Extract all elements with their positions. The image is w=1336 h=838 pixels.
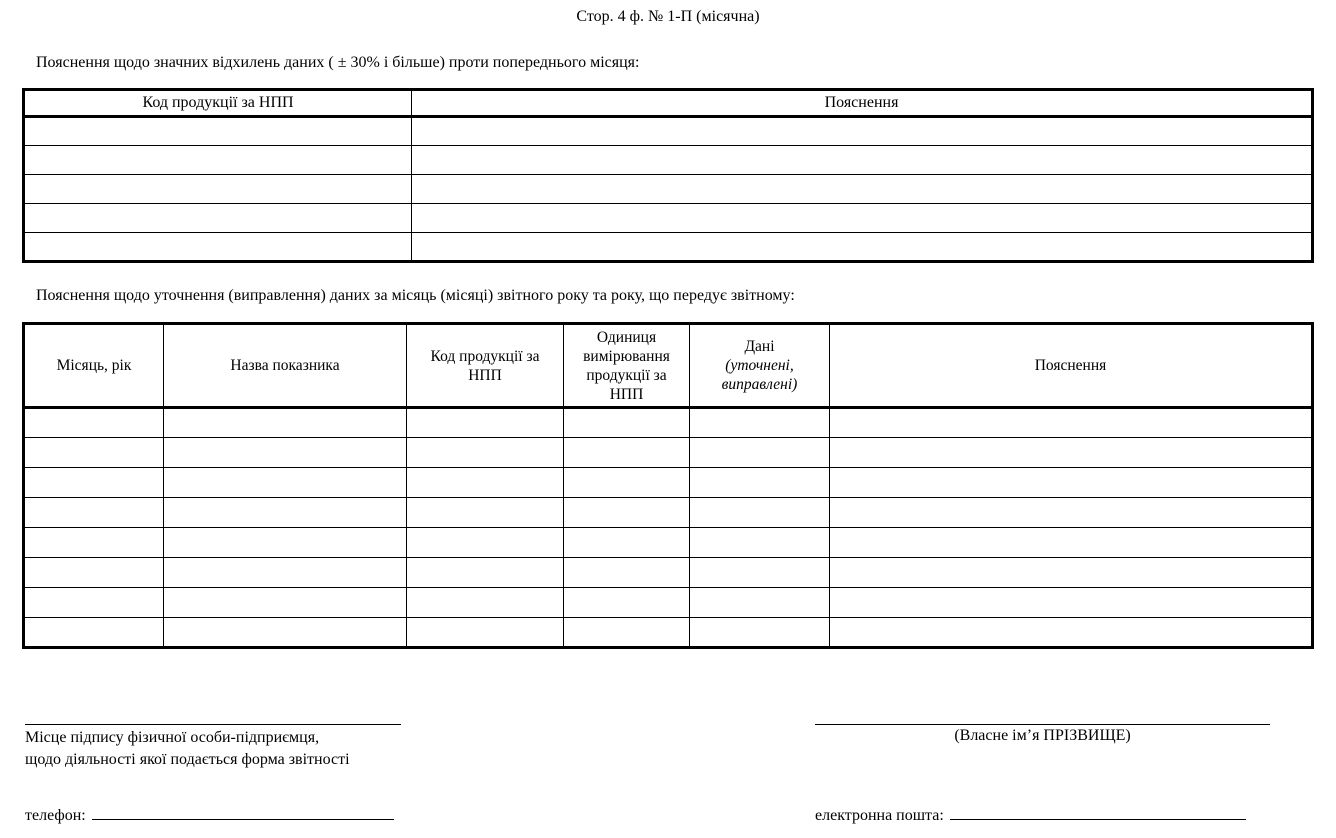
signature-line bbox=[25, 724, 401, 725]
empty-cell bbox=[407, 408, 564, 438]
signature-caption bbox=[25, 727, 350, 771]
empty-cell bbox=[564, 438, 690, 468]
email-line bbox=[950, 803, 1246, 820]
empty-cell bbox=[164, 408, 407, 438]
empty-cell bbox=[690, 408, 830, 438]
empty-cell bbox=[407, 438, 564, 468]
empty-cell bbox=[830, 588, 1313, 618]
deviations-col-explanation-header: Пояснення bbox=[412, 90, 1313, 117]
corrections-header-row bbox=[24, 324, 1313, 408]
empty-cell bbox=[830, 558, 1313, 588]
corrections-col-indicator-name-header: Назва показника bbox=[164, 324, 407, 408]
empty-cell bbox=[24, 468, 164, 498]
empty-cell bbox=[164, 558, 407, 588]
empty-cell bbox=[24, 498, 164, 528]
empty-row bbox=[24, 498, 1313, 528]
corrections-col-data-header bbox=[690, 324, 830, 408]
empty-cell bbox=[690, 588, 830, 618]
empty-cell bbox=[24, 117, 412, 146]
empty-cell bbox=[407, 618, 564, 648]
empty-cell bbox=[690, 498, 830, 528]
empty-cell bbox=[690, 528, 830, 558]
empty-cell bbox=[690, 618, 830, 648]
signature-caption-line1: Місце підпису фізичної особи-підприємця, bbox=[25, 729, 320, 746]
empty-cell bbox=[412, 146, 1313, 175]
corrections-table bbox=[22, 322, 1314, 649]
empty-cell bbox=[412, 204, 1313, 233]
empty-cell bbox=[830, 498, 1313, 528]
empty-row bbox=[24, 175, 1313, 204]
empty-cell bbox=[164, 468, 407, 498]
empty-row bbox=[24, 588, 1313, 618]
empty-row bbox=[24, 558, 1313, 588]
email-row bbox=[815, 803, 1246, 825]
empty-row bbox=[24, 117, 1313, 146]
empty-cell bbox=[164, 498, 407, 528]
empty-cell bbox=[24, 146, 412, 175]
empty-cell bbox=[24, 528, 164, 558]
empty-cell bbox=[24, 204, 412, 233]
empty-row bbox=[24, 146, 1313, 175]
name-line bbox=[815, 724, 1270, 725]
page-title: Стор. 4 ф. № 1-П (місячна) bbox=[576, 8, 760, 25]
empty-cell bbox=[830, 408, 1313, 438]
empty-cell bbox=[564, 408, 690, 438]
empty-cell bbox=[24, 438, 164, 468]
empty-cell bbox=[24, 618, 164, 648]
empty-row bbox=[24, 408, 1313, 438]
empty-cell bbox=[407, 588, 564, 618]
deviations-header-row bbox=[24, 90, 1313, 117]
empty-cell bbox=[24, 558, 164, 588]
corrections-section-label: Пояснення щодо уточнення (виправлення) даних за місяць (місяці) звітного року та року, що передує звітному: bbox=[36, 287, 795, 304]
empty-cell bbox=[564, 618, 690, 648]
empty-cell bbox=[24, 408, 164, 438]
empty-cell bbox=[407, 468, 564, 498]
empty-cell bbox=[164, 618, 407, 648]
corrections-table-header bbox=[24, 324, 1313, 408]
empty-cell bbox=[564, 528, 690, 558]
deviations-table bbox=[22, 88, 1314, 263]
empty-cell bbox=[407, 528, 564, 558]
empty-row bbox=[24, 233, 1313, 262]
empty-cell bbox=[164, 438, 407, 468]
empty-cell bbox=[164, 528, 407, 558]
empty-cell bbox=[412, 175, 1313, 204]
empty-row bbox=[24, 468, 1313, 498]
corrections-col-data-note: (уточнені, виправлені) bbox=[721, 357, 798, 393]
corrections-col-data-title: Дані bbox=[744, 338, 775, 355]
phone-label: телефон: bbox=[25, 807, 86, 824]
empty-cell bbox=[407, 498, 564, 528]
empty-cell bbox=[24, 588, 164, 618]
empty-cell bbox=[830, 618, 1313, 648]
empty-row bbox=[24, 618, 1313, 648]
empty-row bbox=[24, 438, 1313, 468]
deviations-table-body bbox=[24, 117, 1313, 262]
name-caption: (Власне ім’я ПРІЗВИЩЕ) bbox=[954, 727, 1131, 744]
deviations-table-header bbox=[24, 90, 1313, 117]
empty-cell bbox=[412, 233, 1313, 262]
email-label: електронна пошта: bbox=[815, 807, 944, 824]
empty-row bbox=[24, 204, 1313, 233]
corrections-col-unit-header: Одиниця вимірювання продукції за НПП bbox=[564, 324, 690, 408]
empty-cell bbox=[24, 233, 412, 262]
empty-cell bbox=[412, 117, 1313, 146]
empty-cell bbox=[164, 588, 407, 618]
empty-cell bbox=[564, 498, 690, 528]
deviations-col-product-code-header: Код продукції за НПП bbox=[24, 90, 412, 117]
corrections-table-body bbox=[24, 408, 1313, 648]
deviations-section-label: Пояснення щодо значних відхилень даних ( ± 30% і більше) проти попереднього місяця: bbox=[36, 54, 640, 71]
empty-cell bbox=[407, 558, 564, 588]
empty-cell bbox=[564, 588, 690, 618]
empty-cell bbox=[690, 438, 830, 468]
phone-line bbox=[92, 803, 394, 820]
signature-caption-line2: щодо діяльності якої подається форма звітності bbox=[25, 751, 350, 768]
empty-cell bbox=[690, 558, 830, 588]
empty-cell bbox=[690, 468, 830, 498]
empty-cell bbox=[564, 468, 690, 498]
corrections-col-month-year-header: Місяць, рік bbox=[24, 324, 164, 408]
corrections-col-product-code-header: Код продукції за НПП bbox=[407, 324, 564, 408]
empty-cell bbox=[830, 438, 1313, 468]
corrections-col-explanation-header: Пояснення bbox=[830, 324, 1313, 408]
empty-cell bbox=[24, 175, 412, 204]
empty-cell bbox=[830, 468, 1313, 498]
empty-row bbox=[24, 528, 1313, 558]
phone-row bbox=[25, 803, 394, 825]
empty-cell bbox=[564, 558, 690, 588]
empty-cell bbox=[830, 528, 1313, 558]
